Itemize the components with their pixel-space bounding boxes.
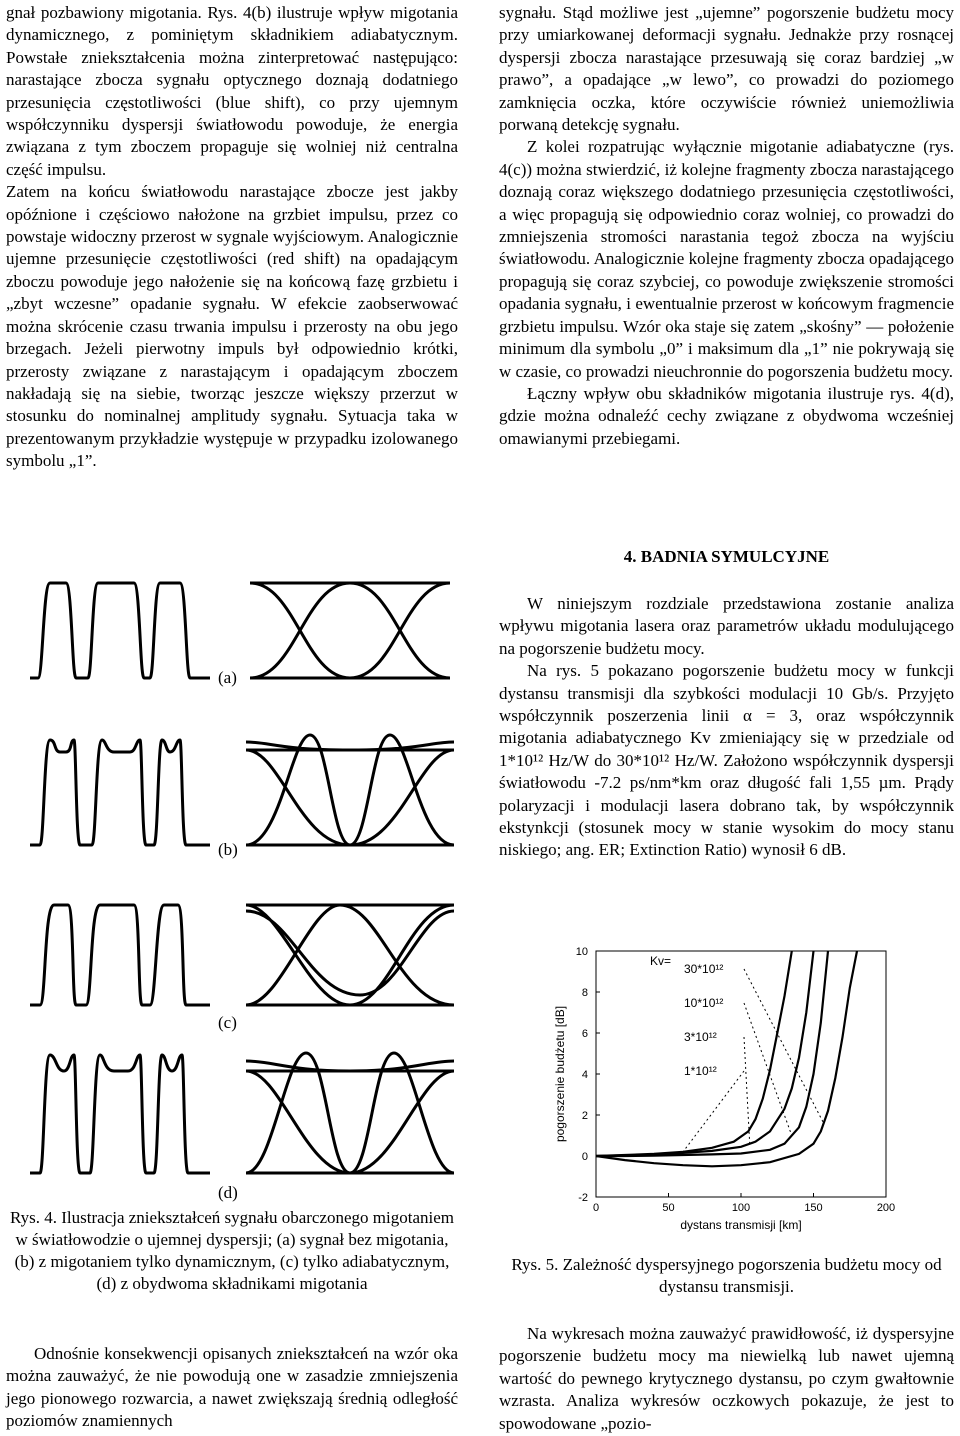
right-column-bottom [499,1323,954,1435]
paragraph: W niniejszym rozdziale przedstawiona zostanie analiza wpływu migotania lasera oraz parametrów układu modulującego na pogorszenie budżetu mocy. [499,594,954,658]
x-tick-label: 150 [804,1202,823,1214]
left-column-bottom [6,1343,458,1433]
legend-prefix: Kv= [650,954,672,968]
series-line [596,951,857,1166]
fig4-label-d: (d) [218,1183,238,1202]
series-line [596,951,828,1156]
eye-diagram [246,735,454,845]
chart-legend [650,954,824,1152]
legend-leader [744,1003,792,1136]
legend-leader [744,1037,750,1144]
legend-leader [744,969,824,1123]
pulse-waveform [30,740,210,845]
fig4-panel-b [10,730,470,855]
legend-entry: 10*10¹² [684,996,724,1010]
paragraph: Na rys. 5 pokazano pogorszenie budżetu mocy w funkcji dystansu transmisji dla szybkości modulacji 10 Gb/s. Przyjęto współczynnik poszerzenia linii α = 3, oraz współczynnik migotania adiabatycznego Kv zmieniający się w przedziale od 1*10¹² Hz/W do 30*10¹² Hz/W. Założono współczynnik dyspersji światłowodu -7.2 ps/nm*km oraz długość fali 1,55 µm. Prądy polaryzacji i modulacji lasera dobrano tak, by współczynnik ekstynkcji (stosunek mocy w stanie wysokim do mocy stanu niskiego; ang. ER; Extinction Ratio) wynosił 6 dB. [499,661,954,860]
eye-diagram [246,905,454,1005]
y-tick-label: 6 [581,1028,588,1040]
y-axis-label: pogorszenie budżetu [dB] [553,1005,567,1143]
paragraph: sygnału. Stąd możliwe jest „ujemne” pogorszenie budżetu mocy przy umiarkowanej deformacji sygnału. Jednakże przy rosnącej dyspersji zbocza narastające przesuwają się coraz bardziej „w prawo”, a opadające „w lewo”, co prowadzi do poziomego zamknięcia oczka, które oczywiście również uniemożliwia porwaną detekcję sygnału. [499,3,954,135]
left-column-top [6,2,458,473]
fig4-caption: Rys. 4. Ilustracja zniekształceń sygnału obarczonego migotaniem w światłowodzie o ujemnej dyspersji; (a) sygnał bez migotania, (b) z migotaniem tylko dynamicznym, (c) tylko adiabatycznym, (d) z obydwoma składnikami migotania [9,1208,454,1293]
series-line [596,951,814,1156]
paragraph: Łączny wpływ obu składników migotania ilustruje rys. 4(d), gdzie można odnaleźć cechy związane z obydwoma wcześniej omawianymi przebiegami. [499,383,954,448]
chart-series [596,951,857,1166]
paragraph: Na wykresach można zauważyć prawidłowość, iż dyspersyjne pogorszenie budżetu mocy ma niewielką lub nawet ujemną wartość do pewnego krytycznego dystansu, po czym gwałtownie wzrasta. Analiza wykresów oczkowych pokazuje, że jest to spowodowane „pozio- [499,1324,954,1433]
x-axis-label: dystans transmisji [km] [680,1218,802,1232]
paragraph: gnał pozbawiony migotania. Rys. 4(b) ilustruje wpływ migotania dynamicznego, z pominiętym składnikiem adiabatycznym. Powstałe zniekształcenia można zinterpretować następująco: narastające zbocza sygnału optycznego doznają dodatniego przesunięcia częstotliwości (blue shift), co przy ujemnym współczynniku dyspersji światłowodu powoduje, że energia związana z tym zboczem propaguje się wolniej niż centralna część impulsu. [6,3,458,179]
y-tick-label: 2 [581,1110,588,1122]
pulse-waveform [30,1055,210,1173]
plot-frame [596,951,886,1197]
x-tick-label: 200 [876,1202,896,1214]
fig4-panel-a [10,568,470,688]
fig5-chart [540,935,940,1235]
y-tick-label: 4 [581,1069,588,1081]
paragraph: Z kolei rozpatrując wyłącznie migotanie adiabatyczne (rys. 4(c)) można stwierdzić, iż kolejne fragmenty zbocza narastającego doznają coraz większego dodatniego przesunięcia częstotliwości, a więc propagują się odpowiednio coraz wolniej, co prowadzi do zmniejszenia stromości narastania tegoż zbocza na wyjściu światłowodu. Analogicznie kolejne fragmenty zbocza opadającego propagują się coraz szybciej, co powoduje zwiększenie stromości opadania sygnału, i ewentualnie przerost w końcowym fragmencie grzbietu impulsu. Wzór oka staje się zatem „skośny” — położenie minimum dla symbolu „0” i maksimum dla „1” nie pokrywają się w czasie, co prowadzi nieuchronnie do pogorszenia budżetu mocy. [499,137,954,381]
y-tick-label: -2 [578,1192,588,1204]
right-column-middle [499,593,954,862]
x-tick-label: 50 [662,1202,675,1214]
series-line [596,951,792,1156]
x-tick-label: 0 [592,1202,600,1214]
eye-diagram [246,1053,454,1173]
paragraph: Zatem na końcu światłowodu narastające zbocze jest jakby opóźnione i częściowo nałożone na grzbiet impulsu, przez co powstaje widoczny przerost w sygnale wyjściowym. Analogicznie ujemne przesunięcie częstotliwości (red shift) na opadającym zboczu powoduje jego nałożenie się na końcową fazę grzbietu i „zbyt wczesne” opadanie sygnału. W efekcie zaobserwować można skrócenie czasu trwania impulsu i przerosty na obu jego brzegach. Jeżeli pierwotny impuls był odpowiednio krótki, przerosty związane z narastającym i opadającym zboczem nakładają się na siebie, tworząc jeszcze większy przerzut w stosunku do nominalnej amplitudy sygnału. Sytuacja taka w prezentowanym przykładzie występuje w przypadku izolowanego symbolu „1”. [6,182,458,471]
y-tick-label: 0 [581,1151,588,1163]
y-tick-label: 8 [581,987,588,999]
legend-entry: 3*10¹² [684,1030,717,1044]
fig4-panel-d [10,1045,470,1190]
fig4-label-c: (c) [218,1013,237,1032]
pulse-waveform [30,905,210,1005]
eye-diagram [250,583,450,678]
legend-entry: 1*10¹² [684,1064,717,1078]
right-column-top [499,2,954,450]
fig4-label-b: (b) [218,840,238,859]
fig5-caption: Rys. 5. Zależność dyspersyjnego pogorszenia budżetu mocy od dystansu transmisji. [511,1255,942,1296]
fig4-label-a: (a) [218,668,237,687]
fig4-panel-c [10,885,470,1020]
chart-axes [576,946,895,1214]
section-title: 4. BADNIA SYMULCYJNE [623,547,830,566]
pulse-waveform [30,583,210,678]
y-tick-label: 10 [575,946,588,958]
x-tick-label: 100 [731,1202,751,1214]
legend-entry: 30*10¹² [684,962,724,976]
paragraph: Odnośnie konsekwencji opisanych zniekształceń na wzór oka można zauważyć, że nie powodują one w zasadzie zmniejszenia jego pionowego rozwarcia, a nawet zwiększają średnią odległość poziomów znamiennych [6,1344,458,1431]
